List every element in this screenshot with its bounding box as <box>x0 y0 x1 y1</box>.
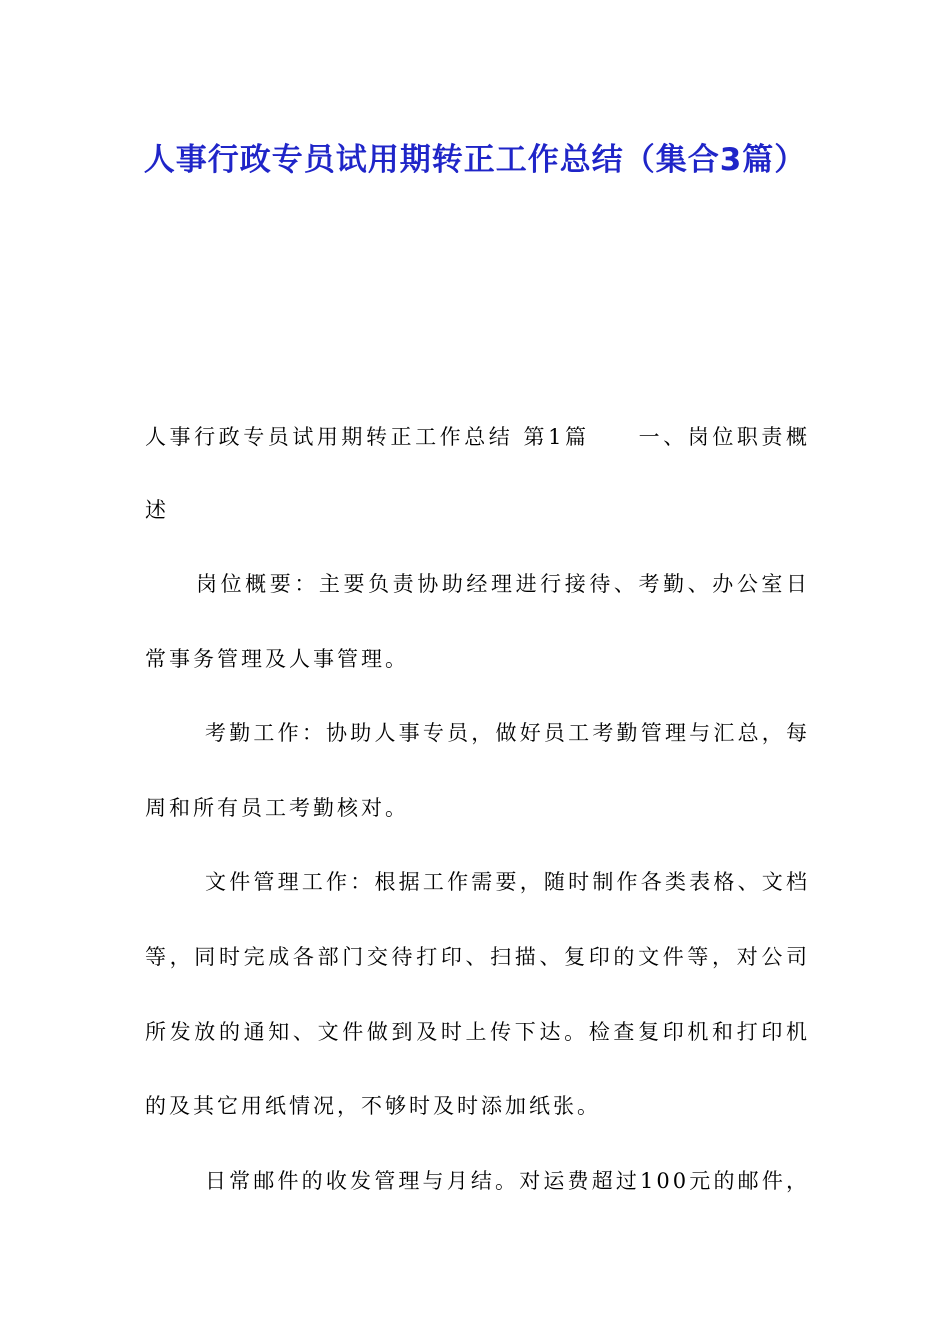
body-line-11: 日常邮件的收发管理与月结。对运费超过100元的邮件， <box>205 1169 810 1193</box>
body-line-3: 岗位概要：主要负责协助经理进行接待、考勤、办公室日 <box>196 572 810 596</box>
body-line-2: 述 <box>145 498 169 522</box>
body-line-6: 周和所有员工考勤核对。 <box>145 796 409 820</box>
body-line-10: 的及其它用纸情况，不够时及时添加纸张。 <box>145 1094 601 1118</box>
body-line-7: 文件管理工作：根据工作需要，随时制作各类表格、文档 <box>205 870 810 894</box>
body-line-1: 人事行政专员试用期转正工作总结 第1篇 一、岗位职责概 <box>145 425 810 449</box>
document-title: 人事行政专员试用期转正工作总结（集合3篇） <box>143 142 807 178</box>
body-line-5: 考勤工作：协助人事专员，做好员工考勤管理与汇总，每 <box>205 721 810 745</box>
body-line-8: 等，同时完成各部门交待打印、扫描、复印的文件等，对公司 <box>145 945 810 969</box>
body-line-4: 常事务管理及人事管理。 <box>145 647 409 671</box>
body-line-9: 所发放的通知、文件做到及时上传下达。检查复印机和打印机 <box>145 1020 810 1044</box>
